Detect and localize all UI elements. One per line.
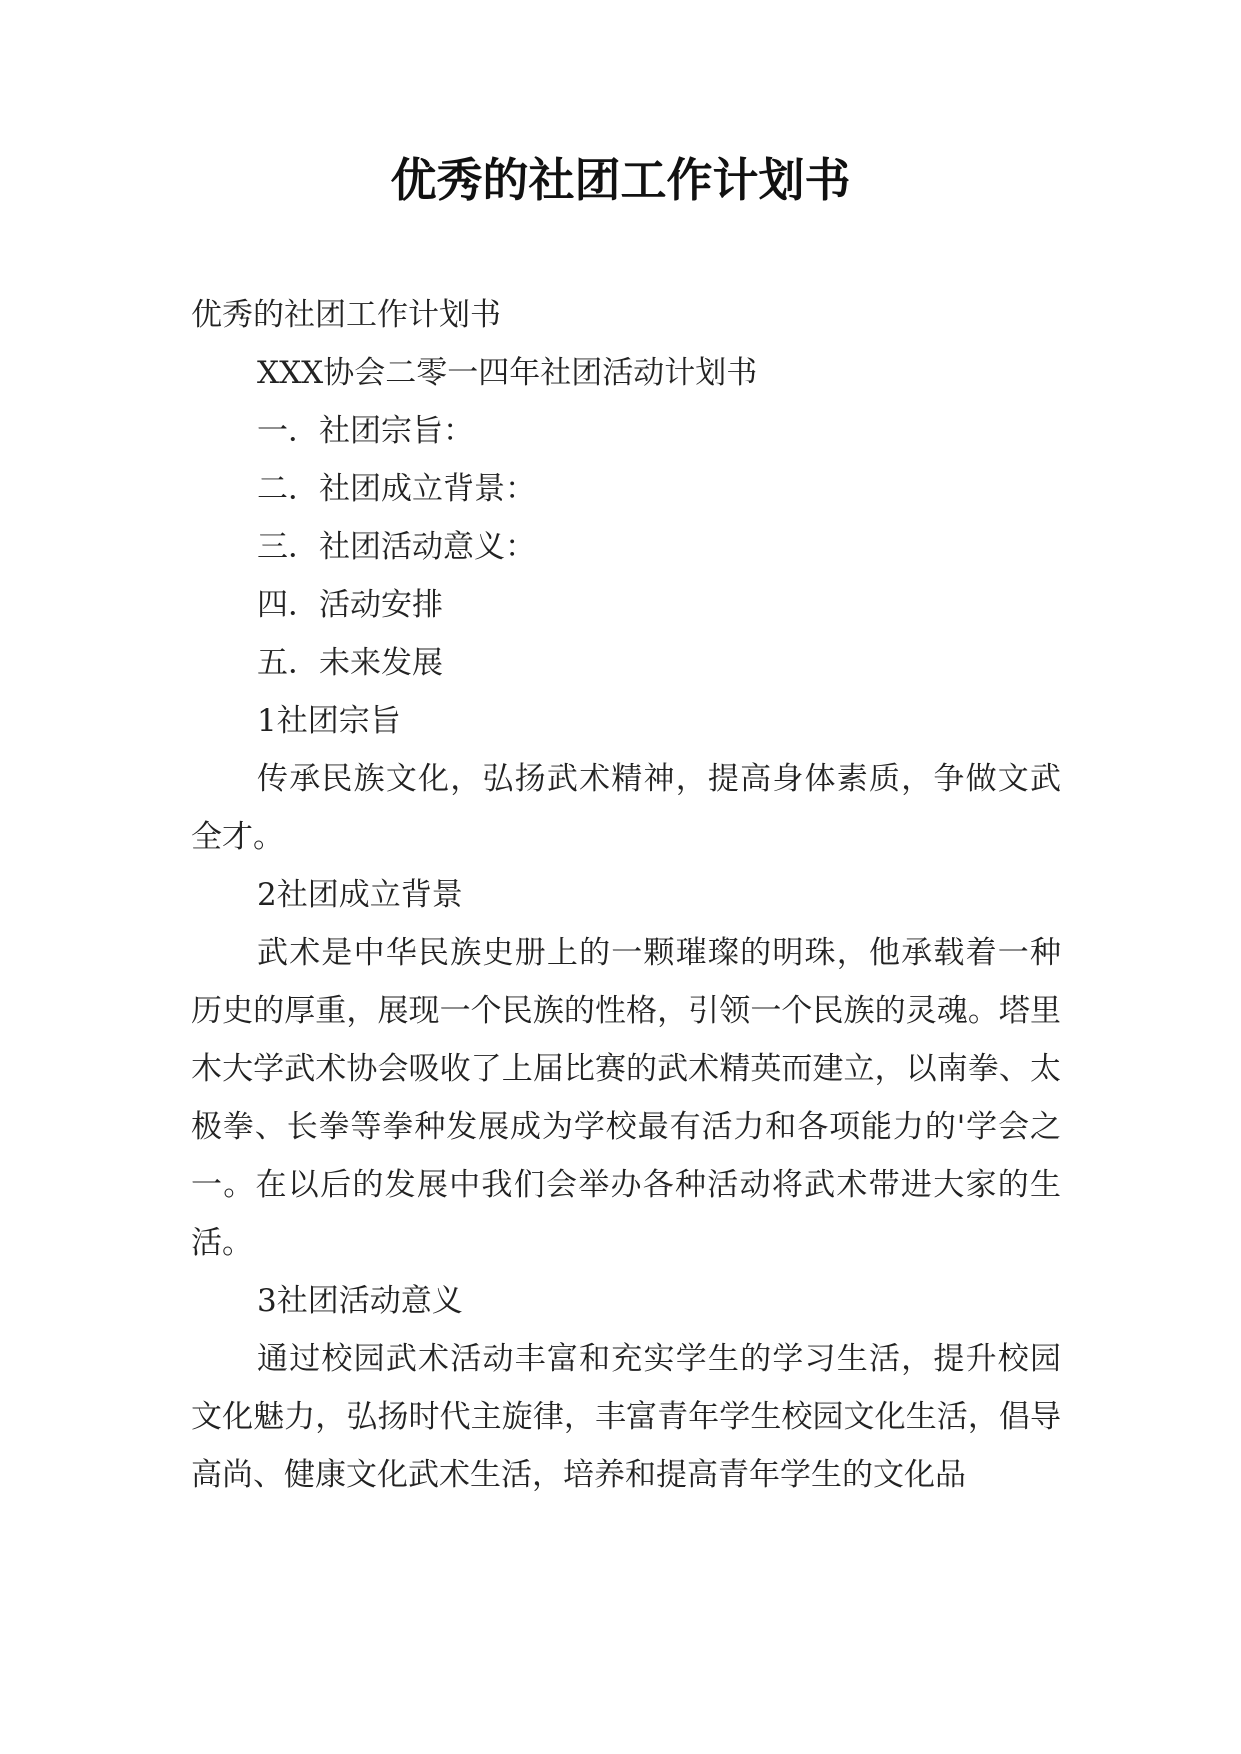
document-title: 优秀的社团工作计划书 [390,153,851,207]
section-heading: 3社团活动意义 [257,1283,463,1319]
paragraph: 传承民族文化，弘扬武术精神，提高身体素质，争做文武全才。 [191,761,1061,855]
paragraph: 五．未来发展 [257,645,443,681]
section-heading: 1社团宗旨 [257,703,401,739]
paragraph: 二．社团成立背景： [257,471,536,507]
paragraph: 三．社团活动意义： [257,529,536,565]
paragraph: 优秀的社团工作计划书 [191,297,501,333]
paragraph: 四．活动安排 [257,587,443,623]
paragraph: 一．社团宗旨： [257,413,474,449]
document-body [191,286,1061,1504]
paragraph: XXX协会二零一四年社团活动计划书 [257,355,758,391]
paragraph: 通过校园武术活动丰富和充实学生的学习生活，提升校园文化魅力，弘扬时代主旋律，丰富青年学生校园文化生活，倡导高尚、健康文化武术生活，培养和提高青年学生的文化品 [191,1341,1061,1493]
paragraph: 武术是中华民族史册上的一颗璀璨的明珠，他承载着一种历史的厚重，展现一个民族的性格，引领一个民族的灵魂。塔里木大学武术协会吸收了上届比赛的武术精英而建立，以南拳、太极拳、长拳等拳种发展成为学校最有活力和各项能力的'学会之一。在以后的发展中我们会举办各种活动将武术带进大家的生活。 [191,935,1061,1261]
section-heading: 2社团成立背景 [257,877,463,913]
